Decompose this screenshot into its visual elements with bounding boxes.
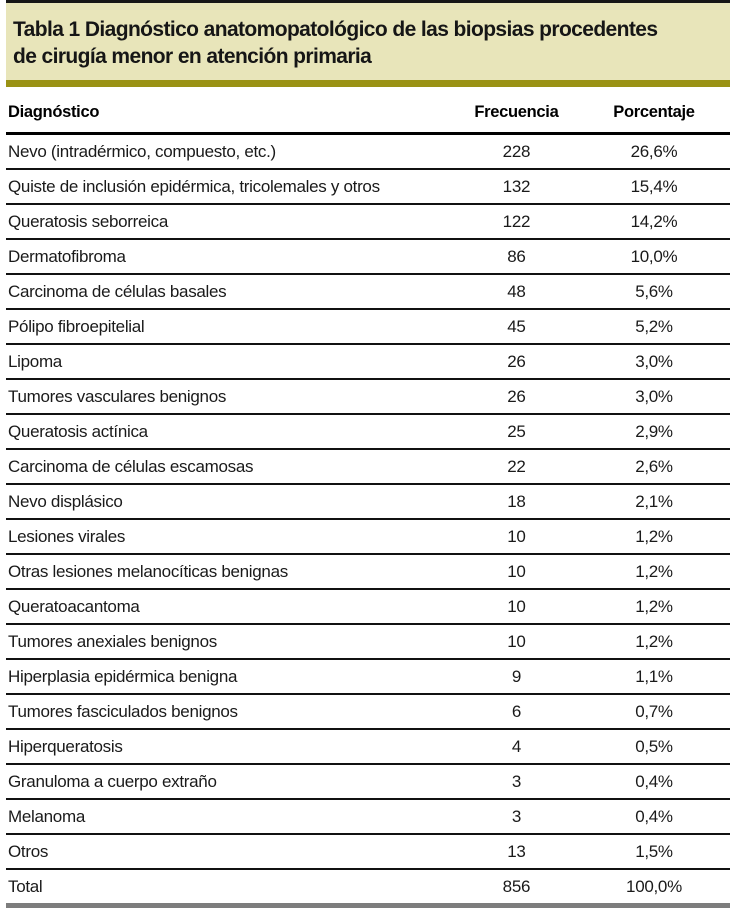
frequency-cell: 856 <box>502 877 531 896</box>
frequency-cell: 3 <box>511 807 521 826</box>
table-row <box>6 519 730 554</box>
diagnosis-cell: Lesiones virales <box>8 527 126 546</box>
column-header-diagnostico: Diagnóstico <box>8 103 100 121</box>
table-row <box>6 204 730 239</box>
table-row <box>6 589 730 624</box>
table-row <box>6 239 730 274</box>
accent-bar <box>6 80 730 87</box>
diagnosis-cell: Hiperqueratosis <box>8 737 123 756</box>
diagnosis-cell: Dermatofibroma <box>8 247 126 266</box>
diagnosis-cell: Total <box>8 877 43 896</box>
frequency-cell: 10 <box>507 562 526 581</box>
bottom-rule <box>6 903 730 908</box>
table-row <box>6 694 730 729</box>
percentage-cell: 100,0% <box>626 877 682 896</box>
frequency-cell: 228 <box>502 142 531 161</box>
total-row <box>6 869 730 903</box>
diagnosis-cell: Tumores anexiales benignos <box>8 632 217 651</box>
frequency-cell: 18 <box>507 492 526 511</box>
diagnosis-cell: Quiste de inclusión epidérmica, tricolemales y otros <box>8 177 380 196</box>
table-title-line-2: de cirugía menor en atención primaria <box>13 45 372 68</box>
percentage-cell: 1,2% <box>635 562 673 581</box>
diagnosis-cell: Queratosis seborreica <box>8 212 168 231</box>
frequency-cell: 26 <box>507 352 526 371</box>
table-row <box>6 274 730 309</box>
diagnosis-cell: Otros <box>8 842 49 861</box>
table-header <box>6 94 730 134</box>
table-title-line-1: Tabla 1 Diagnóstico anatomopatológico de las biopsias procedentes <box>13 18 658 41</box>
diagnosis-cell: Otras lesiones melanocíticas benignas <box>8 562 288 581</box>
percentage-cell: 5,2% <box>635 317 673 336</box>
percentage-cell: 15,4% <box>630 177 678 196</box>
table-title-band <box>6 3 730 80</box>
frequency-cell: 13 <box>507 842 526 861</box>
percentage-cell: 0,4% <box>635 807 673 826</box>
percentage-cell: 14,2% <box>630 212 678 231</box>
diagnosis-cell: Melanoma <box>8 807 85 826</box>
table-row <box>6 554 730 589</box>
frequency-cell: 45 <box>507 317 526 336</box>
frequency-cell: 9 <box>511 667 521 686</box>
diagnosis-cell: Carcinoma de células basales <box>8 282 227 301</box>
diagnostics-table <box>6 94 730 903</box>
table-body <box>6 134 730 904</box>
diagnosis-cell: Pólipo fibroepitelial <box>8 317 145 336</box>
percentage-cell: 0,7% <box>635 702 673 721</box>
percentage-cell: 3,0% <box>635 352 673 371</box>
percentage-cell: 3,0% <box>635 387 673 406</box>
percentage-cell: 1,2% <box>635 632 673 651</box>
frequency-cell: 4 <box>511 737 521 756</box>
percentage-cell: 2,1% <box>635 492 673 511</box>
frequency-cell: 10 <box>507 632 526 651</box>
percentage-cell: 0,4% <box>635 772 673 791</box>
frequency-cell: 132 <box>502 177 531 196</box>
diagnosis-cell: Queratosis actínica <box>8 422 148 441</box>
table-row <box>6 659 730 694</box>
table-row <box>6 449 730 484</box>
frequency-cell: 10 <box>507 527 526 546</box>
table-row <box>6 309 730 344</box>
percentage-cell: 1,5% <box>635 842 673 861</box>
percentage-cell: 0,5% <box>635 737 673 756</box>
frequency-cell: 48 <box>507 282 526 301</box>
percentage-cell: 5,6% <box>635 282 673 301</box>
table-row <box>6 484 730 519</box>
frequency-cell: 3 <box>511 772 521 791</box>
header-row <box>6 94 730 134</box>
column-header-porcentaje: Porcentaje <box>613 103 695 121</box>
percentage-cell: 1,2% <box>635 527 673 546</box>
paper-table-figure <box>6 0 730 908</box>
diagnosis-cell: Nevo (intradérmico, compuesto, etc.) <box>8 142 276 161</box>
table-row <box>6 344 730 379</box>
table-row <box>6 834 730 869</box>
percentage-cell: 1,1% <box>635 667 673 686</box>
table-row <box>6 624 730 659</box>
table-row <box>6 414 730 449</box>
table-row <box>6 134 730 170</box>
percentage-cell: 2,6% <box>635 457 673 476</box>
table-row <box>6 169 730 204</box>
table-row <box>6 764 730 799</box>
table-row <box>6 799 730 834</box>
diagnosis-cell: Hiperplasia epidérmica benigna <box>8 667 238 686</box>
frequency-cell: 10 <box>507 597 526 616</box>
frequency-cell: 26 <box>507 387 526 406</box>
diagnosis-cell: Queratoacantoma <box>8 597 140 616</box>
diagnosis-cell: Lipoma <box>8 352 62 371</box>
diagnosis-cell: Tumores vasculares benignos <box>8 387 227 406</box>
table-row <box>6 729 730 764</box>
percentage-cell: 2,9% <box>635 422 673 441</box>
frequency-cell: 25 <box>507 422 526 441</box>
frequency-cell: 122 <box>502 212 531 231</box>
diagnosis-cell: Tumores fasciculados benignos <box>8 702 238 721</box>
diagnosis-cell: Carcinoma de células escamosas <box>8 457 254 476</box>
percentage-cell: 1,2% <box>635 597 673 616</box>
frequency-cell: 86 <box>507 247 526 266</box>
percentage-cell: 26,6% <box>630 142 678 161</box>
frequency-cell: 22 <box>507 457 526 476</box>
percentage-cell: 10,0% <box>630 247 678 266</box>
diagnosis-cell: Granuloma a cuerpo extraño <box>8 772 217 791</box>
frequency-cell: 6 <box>511 702 521 721</box>
diagnosis-cell: Nevo displásico <box>8 492 123 511</box>
column-header-frecuencia: Frecuencia <box>474 103 559 121</box>
table-row <box>6 379 730 414</box>
